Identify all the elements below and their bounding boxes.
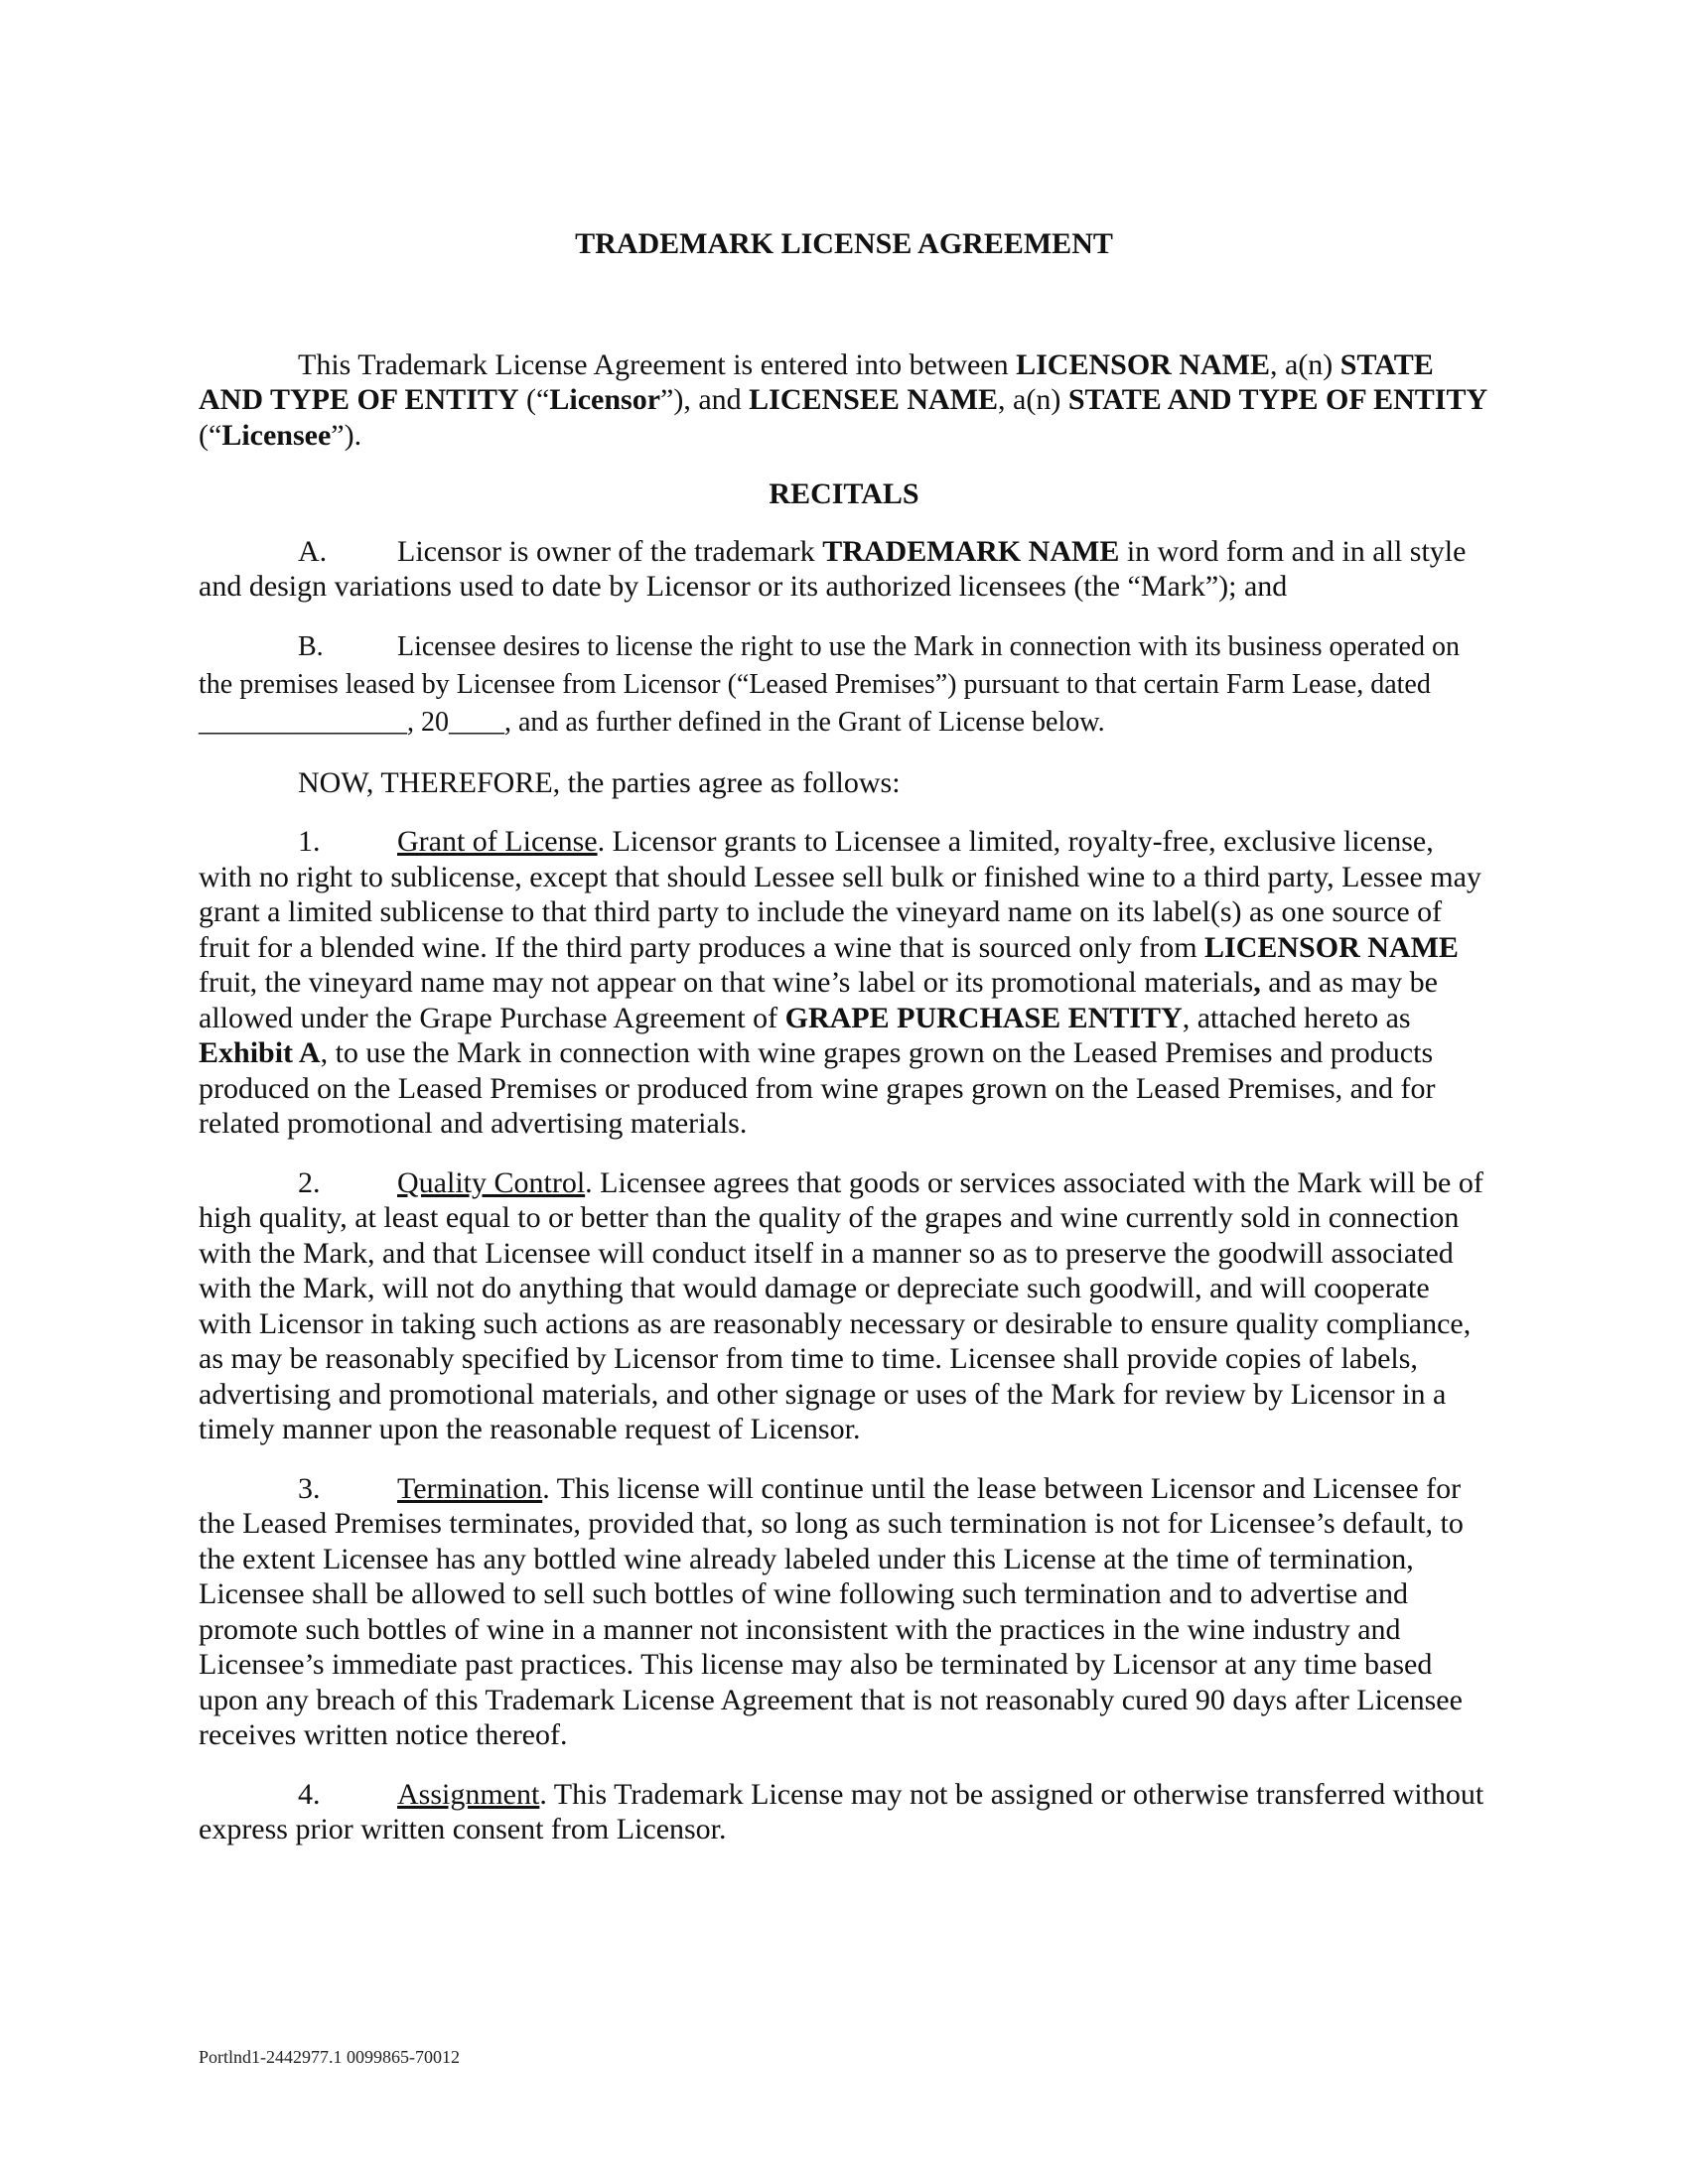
recitals-heading: RECITALS [769, 478, 919, 510]
section-4-number: 4. [298, 1777, 321, 1811]
document-title: TRADEMARK LICENSE AGREEMENT [575, 227, 1113, 260]
section-4-heading: Assignment [397, 1777, 540, 1811]
section-2-number: 2. [298, 1165, 321, 1199]
trademark-name: TRADEMARK NAME [822, 534, 1120, 568]
section-2-heading: Quality Control [397, 1165, 586, 1199]
licensor-name-ref: LICENSOR NAME [1204, 930, 1459, 964]
section-2-quality-control: 2. Quality Control. Licensee agrees that goods or services associated with the Mark will be of high quality, at least equal to or better than the quality of the grapes and wine currently sold in connection with the Mark, and that Licensee will conduct itself in a manner so as to preserve the goodwill associated with the Mark, will not do anything that would damage or depreciate such goodwill, and will cooperate with Licensor in taking such actions as are reasonably necessary or desirable to ensure quality compliance, as may be reasonably specified by Licensor from time to time. Licensee shall provide copies of labels, advertising and promotional materials, and other signage or uses of the Mark for review by Licensor in a timely manner upon the reasonable request of Licensor. [199, 1165, 1483, 1445]
section-1-number: 1. [298, 825, 321, 858]
licensor-name: LICENSOR NAME [1016, 347, 1270, 381]
licensor-definition: Licensor [549, 383, 661, 416]
section-3-heading: Termination [397, 1471, 543, 1505]
section-3-number: 3. [298, 1471, 321, 1505]
section-4-assignment: 4. Assignment. This Trademark License may not be assigned or otherwise transferred without express prior written consent from Licensor. [199, 1777, 1484, 1845]
recital-b-label: B. [298, 630, 324, 662]
document-body [199, 226, 1489, 1871]
section-3-termination: 3. Termination. This license will continue until the lease between Licensor and Licensee for the Leased Premises terminates, provided that, so long as such termination is not for Licensee’s default, to the extent Licensee has any bottled wine already labeled under this License at the time of termination, Licensee shall be allowed to sell such bottles of wine following such termination and to advertise and promote such bottles of wine in a manner not inconsistent with the practices in the wine industry and Licensee’s immediate past practices. This license may also be terminated by Licensor at any time based upon any breach of this Trademark License Agreement that is not reasonably cured 90 days after Licensee receives written notice thereof. [199, 1471, 1464, 1751]
section-1-heading: Grant of License [397, 825, 598, 858]
recital-b: B. Licensee desires to license the right to use the Mark in connection with its business operated on the premises leased by Licensee from Licensor (“Leased Premises”) pursuant to that certain Farm Lease, dated _______________, 20____, and as further defined in the Grant of License below. [199, 628, 1489, 742]
licensee-name: LICENSEE NAME [749, 383, 999, 416]
licensor-entity: STATE AND TYPE OF ENTITY [199, 347, 1434, 416]
now-therefore-paragraph: NOW, THEREFORE, the parties agree as follows: [298, 765, 901, 799]
document-footer-id: Portlnd1-2442977.1 0099865-70012 [199, 2047, 460, 2067]
exhibit-a-ref: Exhibit A [199, 1036, 321, 1069]
licensee-entity: STATE AND TYPE OF ENTITY [1067, 383, 1488, 416]
licensee-definition: Licensee [221, 418, 332, 452]
intro-paragraph: This Trademark License Agreement is entered into between LICENSOR NAME, a(n) STATE AND TYPE OF ENTITY (“Licensor”), and LICENSEE NAME, a(n) STATE AND TYPE OF ENTITY (“Licensee”). [199, 347, 1488, 452]
recital-a-label: A. [298, 534, 328, 568]
grape-purchase-entity: GRAPE PURCHASE ENTITY [784, 1001, 1183, 1034]
recital-a: A. Licensor is owner of the trademark TRADEMARK NAME in word form and in all style and design variations used to date by Licensor or its authorized licensees (the “Mark”); and [199, 534, 1467, 603]
section-1-grant-of-license: 1. Grant of License. Licensor grants to Licensee a limited, royalty-free, exclusive license, with no right to sublicense, except that should Lessee sell bulk or finished wine to a third party, Lessee may grant a limited sublicense to that third party to include the vineyard name on its label(s) as one source of fruit for a blended wine. If the third party produces a wine that is sourced only from LICENSOR NAME fruit, the vineyard name may not appear on that wine’s label or its promotional materials, and as may be allowed under the Grape Purchase Agreement of GRAPE PURCHASE ENTITY, attached hereto as Exhibit A, to use the Mark in connection with wine grapes grown on the Leased Premises and products produced on the Leased Premises or produced from wine grapes grown on the Leased Premises, and for related promotional and advertising materials. [199, 825, 1481, 1140]
